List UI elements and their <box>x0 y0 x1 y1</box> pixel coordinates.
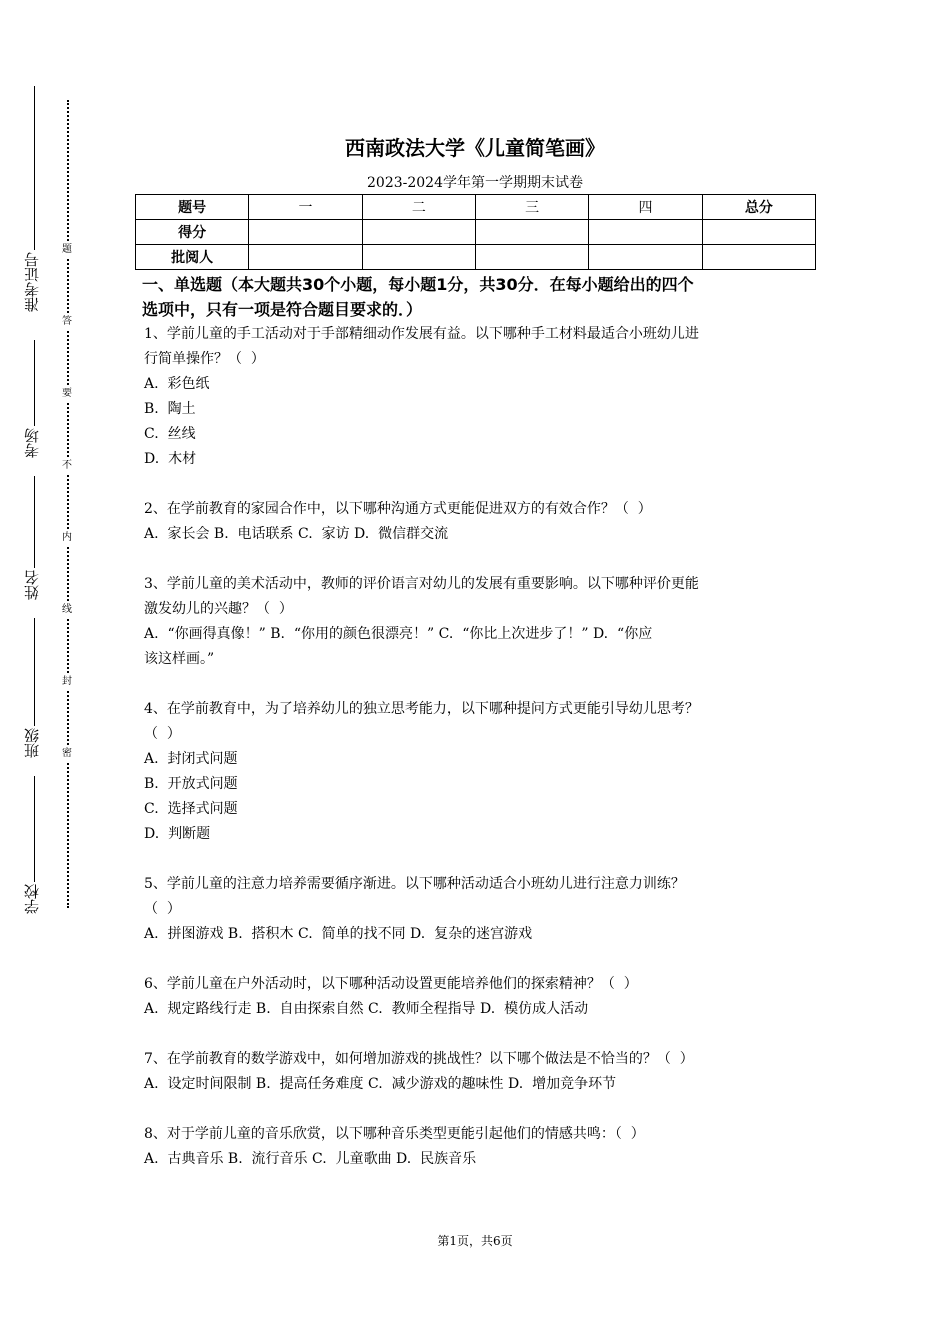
question-stem: （ ） <box>144 726 181 742</box>
margin-field-exam-number: 准考证号 <box>23 252 41 312</box>
reviewer-cell <box>589 245 702 270</box>
margin-field-name: 姓名 <box>23 570 41 600</box>
margin-field-class: 班级 <box>23 728 41 758</box>
score-cell <box>362 220 475 245</box>
margin-field-exam-room: 考场 <box>23 428 41 458</box>
seal-char: 线 <box>59 603 75 617</box>
header-cell: 三 <box>475 195 588 220</box>
page-footer: 第1页，共6页 <box>437 1234 513 1248</box>
question-option: B. 开放式问题 <box>144 776 238 792</box>
header-cell: 总分 <box>702 195 815 220</box>
row-label: 批阅人 <box>136 245 249 270</box>
seal-char: 要 <box>59 387 75 401</box>
seal-char: 密 <box>59 747 75 761</box>
seal-char: 封 <box>59 675 75 689</box>
row-label: 得分 <box>136 220 249 245</box>
question-stem: 7、在学前教育的数学游戏中，如何增加游戏的挑战性？以下哪个做法是不恰当的？（ ） <box>144 1051 694 1067</box>
score-cell <box>475 220 588 245</box>
score-cell <box>702 220 815 245</box>
question-stem: 6、学前儿童在户外活动时，以下哪种活动设置更能培养他们的探索精神？（ ） <box>144 976 638 992</box>
question-stem: 行简单操作？（ ） <box>144 351 265 367</box>
header-cell: 一 <box>249 195 362 220</box>
exam-subtitle: 2023-2024学年第一学期期末试卷 <box>367 175 583 191</box>
question-option: A. 封闭式问题 <box>144 751 238 767</box>
score-table-header-row <box>136 195 816 220</box>
question-stem: 5、学前儿童的注意力培养需要循序渐进。以下哪种活动适合小班幼儿进行注意力训练？ <box>144 876 685 892</box>
exam-content <box>144 272 814 1172</box>
question-option: C. 丝线 <box>144 426 196 442</box>
reviewer-cell <box>475 245 588 270</box>
question-option: A. 家长会 B. 电话联系 C. 家访 D. 微信群交流 <box>144 526 449 542</box>
question-option: A. 规定路线行走 B. 自由探索自然 C. 教师全程指导 D. 模仿成人活动 <box>144 1001 589 1017</box>
seal-char: 题 <box>59 243 75 257</box>
question-stem: 1、学前儿童的手工活动对于手部精细动作发展有益。以下哪种手工材料最适合小班幼儿进 <box>144 326 699 342</box>
margin-field-school: 学校 <box>23 884 41 914</box>
question-option: 该这样画。” <box>144 651 215 667</box>
question-option: C. 选择式问题 <box>144 801 238 817</box>
seal-char: 内 <box>59 531 75 545</box>
header-cell: 二 <box>362 195 475 220</box>
seal-dotted-line <box>67 100 69 908</box>
score-table <box>135 194 816 270</box>
question-option: A. 彩色纸 <box>144 376 210 392</box>
question-stem: 激发幼儿的兴趣？（ ） <box>144 601 293 617</box>
binding-line <box>34 86 35 926</box>
header-cell: 四 <box>589 195 702 220</box>
question-stem: 2、在学前教育的家园合作中，以下哪种沟通方式更能促进双方的有效合作？（ ） <box>144 501 652 517</box>
question-option: D. 木材 <box>144 451 197 467</box>
question-option: A. 古典音乐 B. 流行音乐 C. 儿童歌曲 D. 民族音乐 <box>144 1151 477 1167</box>
question-option: B. 陶土 <box>144 401 196 417</box>
score-cell <box>589 220 702 245</box>
reviewer-cell <box>702 245 815 270</box>
exam-title: 西南政法大学《儿童简笔画》 <box>345 136 605 160</box>
question-stem: 8、对于学前儿童的音乐欣赏，以下哪种音乐类型更能引起他们的情感共鸣：（ ） <box>144 1126 645 1142</box>
seal-char: 不 <box>59 459 75 473</box>
reviewer-cell <box>362 245 475 270</box>
score-cell <box>249 220 362 245</box>
header-cell: 题号 <box>136 195 249 220</box>
question-option: D. 判断题 <box>144 826 211 842</box>
question-stem: （ ） <box>144 901 181 917</box>
section-heading: 选项中，只有一项是符合题目要求的．） <box>142 300 423 319</box>
seal-char: 答 <box>59 315 75 329</box>
question-option: A. “你画得真像！” B. “你用的颜色很漂亮！” C. “你比上次进步了！” D. “你应 <box>144 626 653 642</box>
reviewer-cell <box>249 245 362 270</box>
question-option: A. 设定时间限制 B. 提高任务难度 C. 减少游戏的趣味性 D. 增加竞争环节 <box>144 1076 617 1092</box>
section-heading: 一、单选题（本大题共30个小题，每小题1分，共30分．在每小题给出的四个 <box>142 275 694 294</box>
question-option: A. 拼图游戏 B. 搭积木 C. 简单的找不同 D. 复杂的迷宫游戏 <box>144 926 533 942</box>
question-stem: 4、在学前教育中，为了培养幼儿的独立思考能力，以下哪种提问方式更能引导幼儿思考？ <box>144 701 699 717</box>
reviewer-row <box>136 245 816 270</box>
question-stem: 3、学前儿童的美术活动中，教师的评价语言对幼儿的发展有重要影响。以下哪种评价更能 <box>144 576 699 592</box>
score-row <box>136 220 816 245</box>
